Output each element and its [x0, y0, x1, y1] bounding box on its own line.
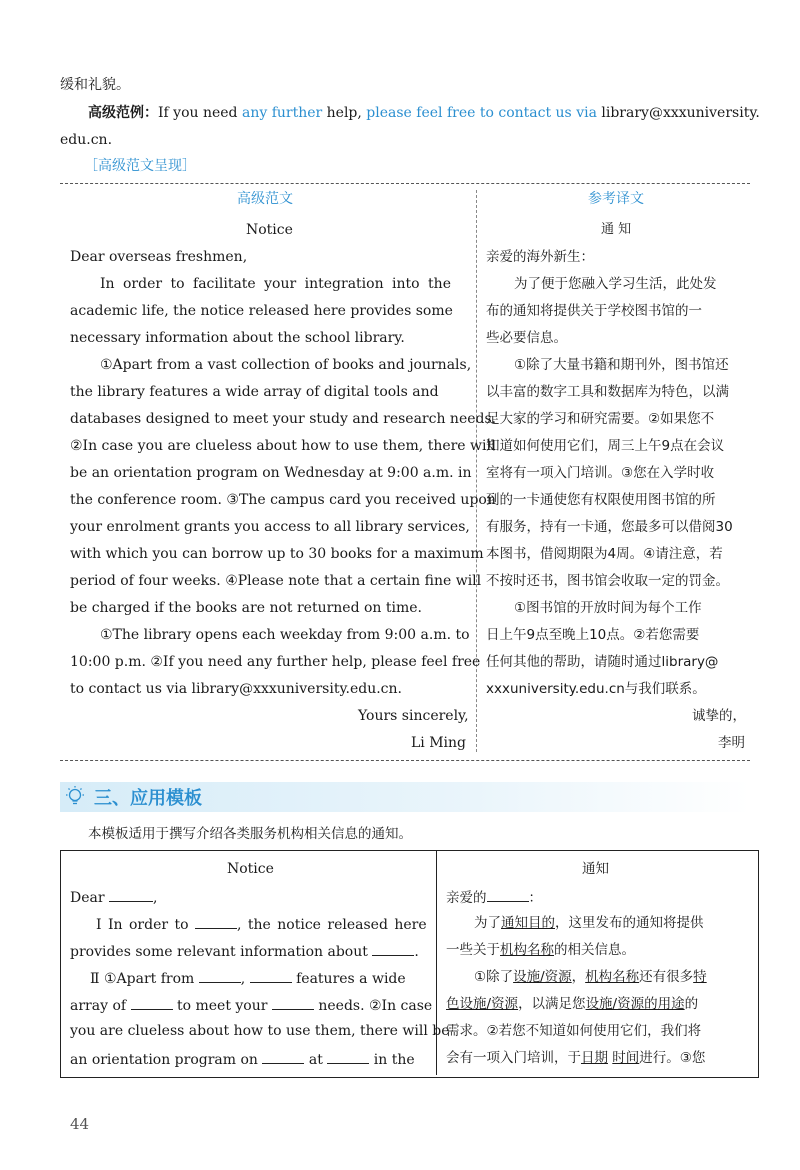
template-table: [60, 850, 759, 1078]
en-line: ①Apart from a vast collection of books and journals,: [100, 357, 472, 373]
template-column-divider: [436, 851, 437, 1075]
template-text: to meet your: [176, 998, 268, 1014]
en-line: your enrolment grants you access to all library services,: [70, 519, 470, 535]
template-en-line: you are clueless about how to use them, there will be: [70, 1023, 450, 1039]
cn-line: 任何其他的帮助，请随时通过library@: [486, 654, 719, 670]
placeholder-term: 机构名称: [585, 969, 640, 985]
placeholder-term: 通知目的: [501, 915, 555, 931]
en-line: academic life, the notice released here provides some: [70, 303, 453, 319]
template-cn-line: [446, 887, 542, 907]
template-text: 一些关于: [446, 942, 500, 958]
cn-line: 本图书，借阅期限为4周。④请注意，若: [486, 546, 723, 562]
blank-field[interactable]: [109, 887, 153, 902]
template-en-line: [70, 995, 432, 1015]
en-line: 10:00 p.m. ②If you need any further help, please feel free: [70, 654, 481, 670]
template-cn-line: [474, 914, 704, 932]
template-text: 还有很多: [639, 969, 694, 985]
template-text: 亲爱的: [446, 890, 487, 906]
placeholder-term: 设施/资源: [513, 969, 572, 985]
blank-field[interactable]: [372, 941, 414, 956]
template-cn-line: [474, 968, 707, 986]
cn-line: 亲爱的海外新生：: [486, 249, 594, 265]
example-sentence: [88, 104, 760, 122]
blank-field[interactable]: [272, 995, 314, 1010]
en-line: be charged if the books are not returned on time.: [70, 600, 423, 616]
paragraph-number: Ⅰ: [96, 917, 102, 933]
blank-field[interactable]: [195, 914, 237, 929]
template-text: an orientation program on: [70, 1052, 258, 1068]
placeholder-term: 时间: [612, 1050, 640, 1066]
template-text: ，: [571, 969, 586, 985]
example-text-post: library@xxxuniversity.: [596, 105, 760, 121]
template-text: needs. ②In case: [318, 998, 433, 1014]
template-text: 的相关信息。: [554, 942, 635, 958]
template-text: ①Apart from: [103, 971, 195, 987]
example-text-pre: If you need: [158, 105, 242, 121]
en-line: In order to facilitate your integration into the: [100, 276, 451, 292]
template-cn-line: [446, 1049, 705, 1067]
template-text: ,: [240, 971, 246, 987]
template-text: 为了: [474, 915, 501, 931]
template-text: 进行。③您: [639, 1050, 706, 1066]
en-line: with which you can borrow up to 30 books for a maximum: [70, 546, 484, 562]
en-line: be an orientation program on Wednesday at 9:00 a.m. in: [70, 465, 472, 481]
cn-line: 有服务，持有一卡通，您最多可以借阅30: [486, 519, 733, 535]
template-text: Dear: [70, 890, 105, 906]
divider-bottom: [60, 760, 750, 761]
placeholder-term: 色设施/资源: [446, 996, 519, 1012]
template-cn-line: [446, 995, 698, 1013]
en-closing: Yours sincerely,: [358, 708, 469, 724]
cn-line: 到的一卡通使您有权限使用图书馆的所: [486, 492, 716, 508]
template-text: ：: [528, 890, 542, 906]
example-highlight-1: any further: [241, 105, 323, 121]
en-line: necessary information about the school library.: [70, 330, 405, 346]
template-text: ，这里发布的通知将提供: [555, 915, 704, 931]
divider-top: [60, 183, 750, 184]
en-line: the library features a wide array of digital tools and: [70, 384, 439, 400]
blank-field[interactable]: [250, 968, 292, 983]
en-line: Dear overseas freshmen,: [70, 249, 248, 265]
en-line: the conference room. ③The campus card you received upon: [70, 492, 496, 508]
template-text: 的: [684, 996, 699, 1012]
blank-field[interactable]: [487, 887, 529, 902]
blank-field[interactable]: [327, 1049, 369, 1064]
cn-line: ①图书馆的开放时间为每个工作: [514, 600, 702, 616]
blank-field[interactable]: [262, 1049, 304, 1064]
template-text: ①除了: [474, 969, 514, 985]
lightbulb-icon: [62, 784, 88, 810]
en-line: ①The library opens each weekday from 9:00 a.m. to: [100, 627, 470, 643]
english-sample-header: 高级范文: [237, 191, 293, 207]
template-cn-line: 需求。②若您不知道如何使用它们，我们将: [446, 1023, 702, 1039]
cn-signature: 李明: [718, 735, 745, 751]
cn-line: 足大家的学习和研究需要。②如果您不: [486, 411, 715, 427]
blank-field[interactable]: [131, 995, 173, 1010]
placeholder-term: 特: [693, 969, 707, 985]
cn-line: xxxuniversity.edu.cn与我们联系。: [486, 681, 706, 697]
cn-line: 以丰富的数字工具和数据库为特色，以满: [486, 384, 729, 400]
example-tail: edu.cn.: [60, 132, 113, 148]
section-tag: ［高级范文呈现］: [84, 158, 196, 174]
template-en-line: [70, 941, 419, 961]
template-text: 会有一项入门培训，于: [446, 1050, 581, 1066]
page-number: 44: [70, 1115, 90, 1133]
cn-line: 不按时还书，图书馆会收取一定的罚金。: [486, 573, 729, 589]
intro-line: 缓和礼貌。: [60, 77, 130, 93]
template-en-line: [70, 1049, 415, 1069]
cn-line: 布的通知将提供关于学校图书馆的一: [486, 303, 702, 319]
placeholder-term: 日期: [581, 1050, 608, 1066]
chinese-notice-title: 通 知: [601, 222, 632, 237]
template-text: ，以满足您: [518, 996, 586, 1012]
template-en-title: Notice: [227, 861, 274, 877]
template-text: In order to: [107, 917, 189, 933]
template-en-line: [70, 887, 157, 907]
template-section-heading: 三、应用模板: [94, 788, 202, 809]
placeholder-term: 设施/资源的用途: [585, 996, 685, 1012]
cn-closing: 诚挚的，: [692, 708, 746, 724]
cn-line: 些必要信息。: [486, 330, 567, 346]
template-text: ,: [153, 890, 158, 906]
template-description: 本模板适用于撰写介绍各类服务机构相关信息的通知。: [88, 826, 412, 842]
en-line: ②In case you are clueless about how to use them, there will: [70, 438, 496, 454]
cn-line: 知道如何使用它们，周三上午9点在会议: [486, 438, 725, 454]
chinese-translation-header: 参考译文: [588, 191, 644, 207]
template-text: features a wide: [296, 971, 406, 987]
english-notice-title: Notice: [246, 222, 293, 238]
template-cn-title: 通知: [582, 861, 609, 877]
blank-field[interactable]: [199, 968, 241, 983]
template-text: .: [414, 944, 419, 960]
template-text: , the notice released here: [237, 917, 427, 933]
template-text: in the: [373, 1052, 415, 1068]
placeholder-term: 机构名称: [500, 942, 554, 958]
example-highlight-2: please feel free to contact us via: [366, 105, 597, 121]
en-line: databases designed to meet your study and research needs.: [70, 411, 497, 427]
example-text-mid: help,: [322, 105, 367, 121]
template-text: array of: [70, 998, 127, 1014]
cn-line: 日上午9点至晚上10点。②若您需要: [486, 627, 700, 643]
cn-line: ①除了大量书籍和期刊外，图书馆还: [514, 357, 729, 373]
template-text: at: [308, 1052, 323, 1068]
paragraph-number: Ⅱ: [90, 971, 100, 987]
template-text: provides some relevant information about: [70, 944, 368, 960]
template-en-line: [96, 914, 427, 934]
en-line: to contact us via library@xxxuniversity.edu.cn.: [70, 681, 402, 697]
en-line: period of four weeks. ④Please note that a certain fine will: [70, 573, 482, 589]
en-signature: Li Ming: [411, 735, 467, 751]
template-en-line: [90, 968, 406, 988]
cn-line: 室将有一项入门培训。③您在入学时收: [486, 465, 715, 481]
template-cn-line: [446, 941, 635, 959]
cn-line: 为了便于您融入学习生活，此处发: [514, 276, 717, 292]
example-label: 高级范例：: [88, 105, 158, 121]
